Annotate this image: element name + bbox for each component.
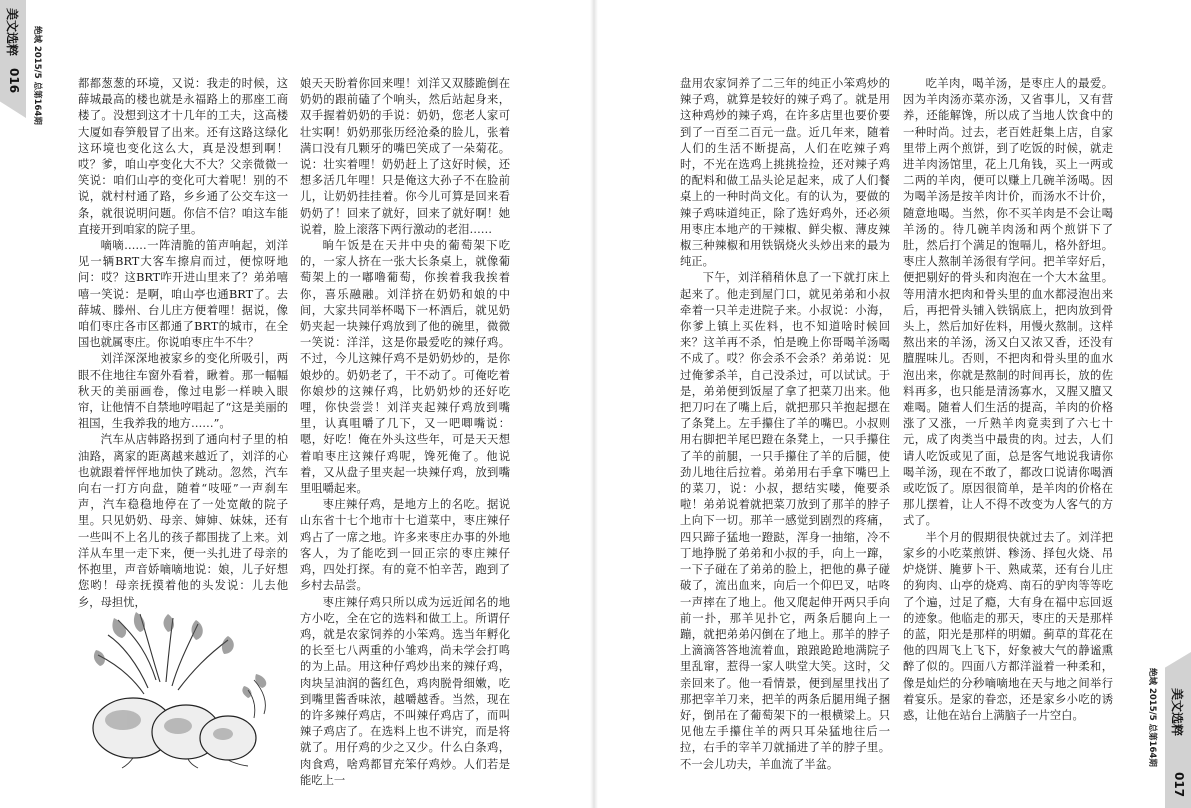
text-column-4 (903, 76, 1113, 724)
paragraph: 汽车从店韩路拐到了通向村子里的柏油路，离家的距离越来越近了，刘洋的心也就跟着怦怦地加快了跳动。忽然，汽车向右一打方向盘，随着“吱哑”一声刹车声，汽车稳稳地停在了一处宽敞的院子里。只见奶奶、母亲、婶婶、妹妹，还有一些叫不上名儿的孩子都围拢了上来。刘洋从车里一走下来，便一头扎进了母亲的怀抱里，声音娇嘀嘀地说：娘，儿子好想您哟！母亲抚摸着他的头发说：儿去他乡，母担忧， (78, 433, 288, 609)
page-number-left: 016 (7, 68, 21, 94)
text-column-2 (300, 76, 510, 789)
issue-line-left: 绝域 2015/5 总第164期 (32, 26, 42, 125)
paragraph: 枣庄辣仔鸡只所以成为远近闻名的地方小吃，全在它的选料和做工上。所谓仔鸡，就是农家饲养的小笨鸡。选当年孵化的长至七八两重的小雏鸡，尚未学会打鸣的为上品。用这种仔鸡炒出来的辣仔鸡，肉块呈油润的酱红色，鸡肉脱骨细嫩，吃到嘴里酱香味浓，越嚼越香。当然，现在的许多辣仔鸡店，不叫辣仔鸡店了，而叫辣子鸡店了。在选料上也不讲究，而是将就了。用仔鸡的少之又少。什么白条鸡，肉食鸡，啥鸡都冒充笨仔鸡炒。人们若是能吃上一 (300, 595, 510, 787)
paragraph: 下午，刘洋稍稍休息了一下就打床上起来了。他走到屋门口，就见弟弟和小叔牵着一只羊走进院子来。小叔说：小海，你爹上镇上买佐料，也不知道啥时候回来？这羊再不杀，怕是晚上你哥喝羊汤喝不成了。哎？你会杀不会杀？弟弟说：见过俺爹杀羊，自己没杀过，可以试试。于是，弟弟便到饭屋了拿了把菜刀出来。他把刀叼在了嘴上后，就把那只羊抱起摁在了条凳上。左手攥住了羊的嘴巴。小叔则用右脚把羊尾巴蹬在条凳上，一只手攥住了羊的前腿，一只手攥住了羊的后腿，使劲儿地往后拉着。弟弟用右手拿下嘴巴上的菜刀，说：小叔，摁结实喽，俺要杀啦！弟弟说着就把菜刀放到了那羊的脖子上向下一切。那羊一感觉到剧烈的疼痛，四只蹄子猛地一蹬跶，浑身一抽缩，冷不丁地挣脱了弟弟和小叔的手，向上一蹿，一下子碰在了弟弟的脸上，把他的鼻子碰破了，流出血来，向后一个仰巴叉，咕咚一声摔在了地上。他又爬起伸开两只手向前一扑，那羊见扑它，两条后腿向上一蹦，就把弟弟闪倒在了地上。那羊的脖子上滴滴答答地流着血，踉踉跄跄地满院子里乱窜，惹得一家人哄堂大笑。这时，父亲回来了。他一看情景，便到屋里找出了那把宰羊刀来，把羊的两条后腿用绳子捆好，倒吊在了葡萄架下的一根横梁上。只见他左手攥住羊的两只耳朵猛地往后一拉，右手的宰羊刀就捅进了羊的脖子里。不一会儿功夫，羊血流了半盆。 (680, 271, 890, 771)
page-spine (590, 0, 598, 808)
magazine-name-left: 美文选粹 (5, 8, 19, 57)
right-side-tab (1165, 0, 1191, 808)
paragraph: 半个月的假期很快就过去了。刘洋把家乡的小吃菜煎饼、糁汤、择包火烧、吊炉烧饼、腌萝卜干、熟咸菜，还有台儿庄的狗肉、山亭的烧鸡、南石的驴肉等等吃了个遍，过足了瘾，大有身在福中忘回返的迹象。他临走的那天，枣庄的天是那样的蓝，阳光是那样的明媚。蓟草的茸花在他的四周飞上飞下，好象被大气的静谧熏醉了似的。四面八方都洋溢着一种柔和，像是灿烂的分秒嘀嘀地在天与地之间举行着宴乐。是家的眷恋，还是家乡小吃的诱惑，让他在站台上满脑子一片空白。 (903, 530, 1113, 722)
paragraph: 盘用农家饲养了二三年的纯正小笨鸡炒的辣子鸡，就算是较好的辣子鸡了。就是用这种鸡炒的辣子鸡，在许多店里也要价要到了一百至二百元一盘。近几年来，随着人们的生活不断提高，人们在吃辣子鸡时，不光在选鸡上挑挑捡捡，还对辣子鸡的配料和做工品头论足起来，成了人们餐桌上的一种时尚文化。有的认为，要做的辣子鸡味道纯正，除了选好鸡外，还必须用枣庄本地产的干辣椒、鲜尖椒、薄皮辣椒三种辣椒和用铁锅烧火头炒出来的最为纯正。 (680, 77, 890, 269)
paragraph: 吃羊肉，喝羊汤，是枣庄人的最爱。因为羊肉汤亦菜亦汤，又省事儿，又有营养，还能解馋，所以成了当地人饮食中的一种时尚。过去，老百姓赶集上店，自家里带上两个煎饼，到了吃饭的时候，就走进羊肉汤馆里，花上几角钱，买上一两或二两的羊肉，便可以赚上几碗羊汤喝。因为喝羊汤是按羊肉计价，而汤水不计价，随意地喝。当然，你不买羊肉是不会让喝羊汤的。待几碗羊肉汤和两个煎饼下了肚，然后打个满足的饱嗝儿，格外舒坦。枣庄人熬制羊汤很有学问。把羊宰好后，便把剔好的骨头和肉泡在一个大木盆里。等用清水把肉和骨头里的血水都浸泡出来后，再把骨头铺入铁锅底上，把肉放到骨头上，然后加好佐料，用慢火熬制。这样熬出来的羊汤，汤又白又浓又香，还没有膻腥味儿。否则，不把肉和骨头里的血水泡出来，你就是熬制的时间再长，放的佐料再多，也只能是清汤寡水，又腥又膻又难喝。随着人们生活的提高，羊肉的价格涨了又涨，一斤熟羊肉竟卖到了六七十元，成了肉类当中最贵的肉。过去，人们请人吃饭或见了面，总是客气地说我请你喝羊汤，现在不敢了，都改口说请你喝酒或吃饭了。原因很简单，是羊肉的价格在那儿摆着，让人不得不改变为人客气的方式了。 (903, 77, 1113, 528)
page-number-right: 017 (1172, 772, 1186, 798)
paragraph: 刘洋深深地被家乡的变化所吸引，两眼不住地往车窗外看着，瞅着。那一幅幅秋天的美丽画卷，像过电影一样映入眼帘，让他情不自禁地哼唱起了“这是美丽的祖国，生我养我的地方……”。 (78, 352, 288, 431)
paragraph: 娘天天盼着你回来哩！刘洋又双膝跪倒在奶奶的跟前磕了个响头，然后站起身来，双手握着奶奶的手说：奶奶，您老人家可壮实啊！奶奶那张历经沧桑的脸儿，张着满口没有几颗牙的嘴巴笑成了一朵菊花。说：壮实着哩！奶奶赶上了这好时候，还想多活几年哩！只是俺这大孙子不在脸前儿，让奶奶挂挂着。你今儿可算是回来看奶奶了！回来了就好，回来了就好啊！她说着，脸上滚落下两行激动的老泪…… (300, 77, 510, 236)
issue-line-right: 绝域 2015/5 总第164期 (1147, 668, 1157, 767)
paragraph: 都都葱葱的环境，又说：我走的时候，这薛城最高的楼也就是永福路上的那座工商楼了。没想到这才十几年的工夫，这高楼大厦如春笋般冒了出来。还有这路这绿化这环境也变化这么大，真是没想到啊！哎？爹，咱山亭变化大不大？父亲微微一笑说：咱们山亭的变化可大着呢！别的不说，就村村通了路，乡乡通了公交车这一条，就很说明问题。你信不信？咱这车能直接开到咱家的院子里。 (78, 77, 288, 236)
radish-ink-illustration (78, 610, 283, 770)
paragraph: 嘀嘀……一阵清脆的笛声响起，刘洋见一辆BRT大客车擦肩而过，便惊呀地问：哎？这BRT咋开进山里来了？弟弟嘻嘻一笑说：是啊，咱山亭也通BRT了。去薛城、滕州、台儿庄方便着哩！据说，像咱们枣庄各市区都通了BRT的城市，在全国也就属枣庄。你说咱枣庄牛不牛？ (78, 239, 288, 350)
paragraph: 枣庄辣仔鸡，是地方上的名吃。据说山东省十七个地市十七道菜中，枣庄辣仔鸡占了一席之地。许多来枣庄办事的外地客人，为了能吃到一回正宗的枣庄辣仔鸡，四处打探。有的竟不怕辛苦，跑到了乡村去品尝。 (300, 498, 510, 593)
text-column-3 (680, 76, 890, 773)
paragraph: 晌午饭是在天井中央的葡萄架下吃的，一家人挤在一张大长条桌上，就像葡萄架上的一嘟噜葡萄，你挨着我我挨着你，喜乐融融。刘洋挤在奶奶和娘的中间，大家共同举杯喝下一杯酒后，就见奶奶夹起一块辣仔鸡放到了他的碗里，微微一笑说：洋洋，这是你最爱吃的辣仔鸡。不过，今儿这辣仔鸡不是奶奶炒的，是你娘炒的。奶奶老了，干不动了。可俺吃着你娘炒的这辣仔鸡，比奶奶炒的还好吃哩，你快尝尝！刘洋夹起辣仔鸡放到嘴里，认真咀嚼了几下，又一吧唧嘴说：嗯，好吃！俺在外头这些年，可是天天想着咱枣庄这辣仔鸡呢，馋死俺了。他说着，又从盘子里夹起一块辣仔鸡，放到嘴里咀嚼起来。 (300, 239, 510, 496)
magazine-name-right: 美文选粹 (1170, 688, 1184, 737)
text-column-1 (78, 76, 288, 611)
left-side-tab (0, 0, 26, 808)
